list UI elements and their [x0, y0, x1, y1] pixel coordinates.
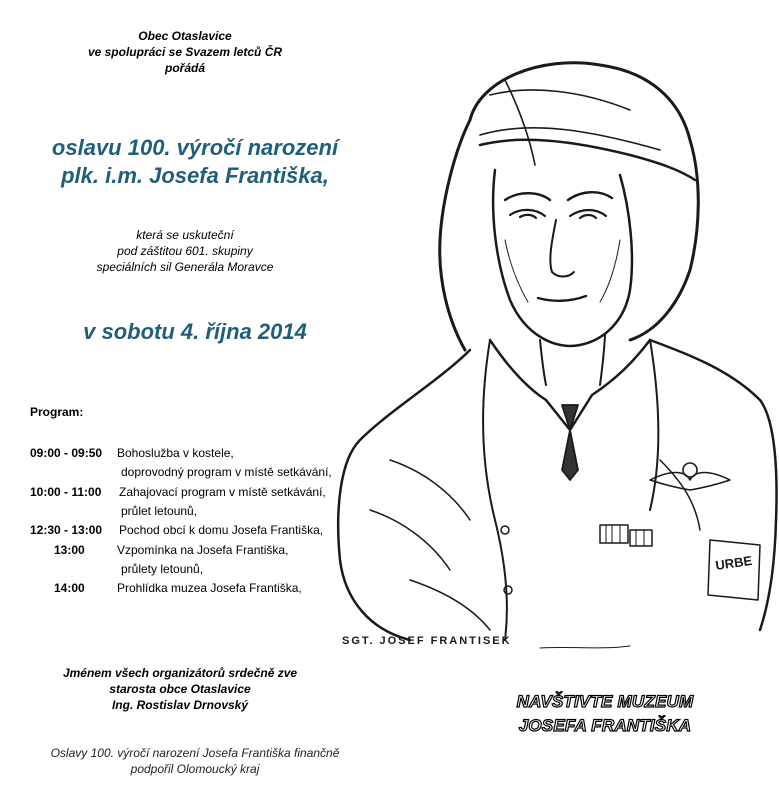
portrait-sketch: [330, 40, 779, 660]
program-row-text: průlet letounů,: [121, 504, 198, 518]
program-row-text: Zahajovací program v místě setkávání,: [119, 485, 326, 499]
program-row-text: Vzpomínka na Josefa Františka,: [117, 543, 289, 557]
button-1: [501, 526, 509, 534]
mae-west-folds: [370, 460, 700, 630]
eyebrows: [505, 192, 612, 200]
header-block: [60, 28, 310, 76]
program-title: Program:: [30, 405, 84, 419]
patronage-line3: speciálních sil Generála Moravce: [96, 260, 274, 274]
program-time: 10:00 - 11:00: [30, 485, 102, 499]
invitation-line1: Jménem všech organizátorů srdečně zve: [62, 666, 298, 680]
left-eye: [510, 210, 545, 218]
invitation-block: [40, 665, 320, 713]
wings-crest: [683, 463, 697, 477]
program-row-text: průlety letounů,: [121, 562, 204, 576]
program-row-text: Bohoslužba v kostele,: [117, 446, 234, 460]
funding-note: [10, 745, 380, 777]
program-time: 12:30 - 13:00: [30, 523, 103, 537]
invitation-line3: Ing. Rostislav Drnovský: [111, 698, 249, 712]
patronage-line2: pod záštitou 601. skupiny: [117, 244, 253, 258]
museum-callout: [460, 690, 750, 738]
helmet-outline: [470, 63, 698, 340]
headline-line2: plk. i.m. Josefa Františka,: [61, 163, 329, 188]
jacket-left: [338, 350, 470, 640]
header-presents: pořádá: [164, 61, 205, 75]
medal-ribbon-1: [600, 525, 628, 543]
event-date: v sobotu 4. října 2014: [83, 319, 307, 344]
lapels: [483, 340, 658, 640]
headline-line1: oslavu 100. výročí narození: [51, 135, 339, 160]
wings-badge: [650, 473, 730, 491]
program-time: 14:00: [54, 581, 85, 595]
helmet-left: [440, 120, 470, 350]
funding-line2: podpořil Olomoucký kraj: [130, 762, 260, 776]
nose: [550, 220, 574, 277]
program-time: 13:00: [54, 543, 85, 557]
invitation-line2: starosta obce Otaslavice: [109, 682, 251, 696]
tie: [562, 405, 578, 480]
program-row-text: doprovodný program v místě setkávání,: [121, 465, 332, 479]
program-row-text: Prohlídka muzea Josefa Františka,: [117, 581, 302, 595]
pocket-badge-text: URBE: [714, 552, 754, 573]
goggle-strap: [480, 140, 695, 180]
program-row: [30, 446, 102, 460]
headline: [20, 134, 370, 190]
museum-line1: NAVŠTIVTE MUZEUM: [516, 692, 694, 711]
museum-line2: JOSEFA FRANTIŠKA: [518, 716, 692, 735]
button-2: [504, 586, 512, 594]
header-organizer: Obec Otaslavice: [138, 29, 232, 43]
mouth: [538, 296, 586, 301]
patronage-line1: která se uskuteční: [136, 228, 234, 242]
header-cooperation: ve spolupráci se Svazem letců ČR: [87, 45, 283, 59]
signature-underline: [540, 646, 630, 648]
funding-line1: Oslavy 100. výročí narození Josefa Františka finančně: [50, 746, 340, 760]
helmet-seam: [480, 80, 660, 165]
program-row-text: Pochod obcí k domu Josefa Františka,: [119, 523, 324, 537]
medal-ribbon-2: [630, 530, 652, 546]
patronage-block: [60, 227, 310, 275]
program-time: 09:00 - 09:50: [30, 446, 103, 460]
cheek-shading: [505, 240, 620, 302]
right-eye: [570, 210, 606, 218]
portrait-signature: SGT. JOSEF FRANTISEK: [342, 635, 512, 647]
